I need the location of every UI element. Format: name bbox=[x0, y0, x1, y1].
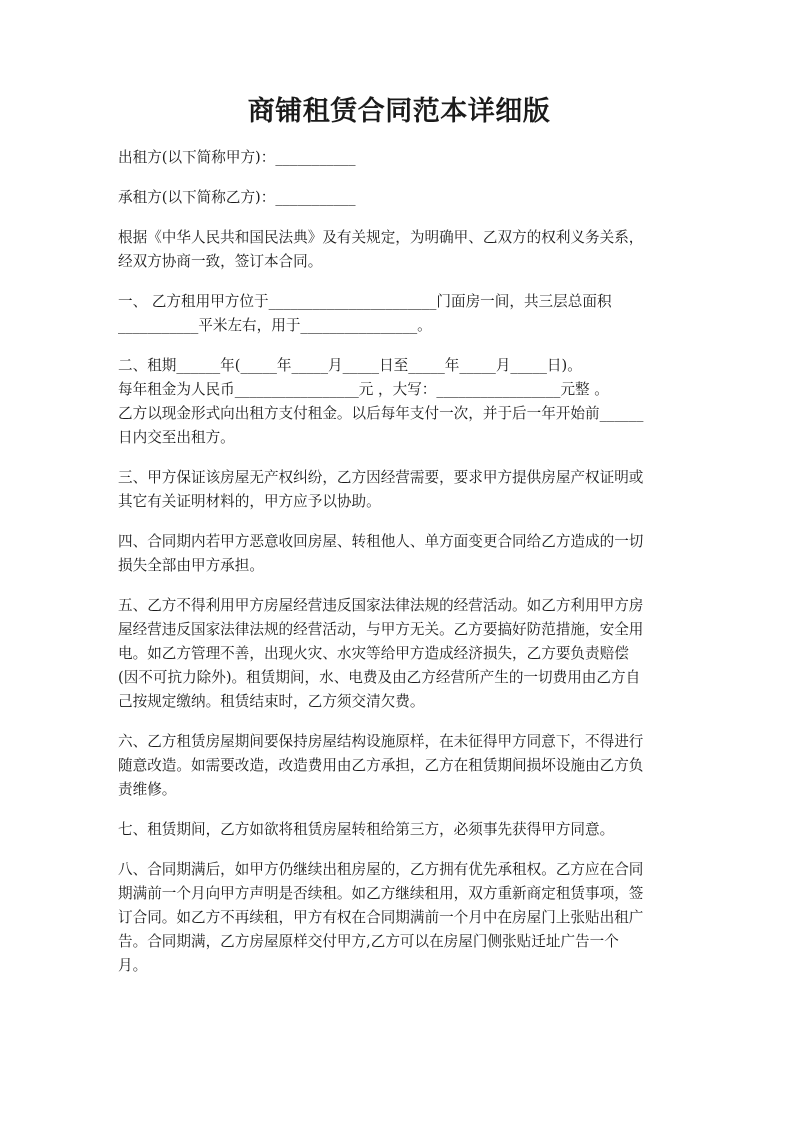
paragraph-lessee bbox=[118, 186, 680, 210]
paragraph-line: 电。如乙方管理不善，出现火灾、水灾等给甲方造成经济损失，乙方要负责赔偿 bbox=[118, 645, 629, 662]
paragraph-clause-6 bbox=[118, 730, 680, 802]
paragraph-line: 乙方以现金形式向出租方支付租金。以后每年支付一次，并于后一年开始前______ bbox=[118, 405, 644, 422]
paragraph-line: 告。合同期满，乙方房屋原样交付甲方,乙方可以在房屋门侧张贴迁址广告一个 bbox=[118, 933, 619, 950]
paragraph-line: 期满前一个月向甲方声明是否续租。如乙方继续租用，双方重新商定租赁事项，签 bbox=[118, 885, 644, 902]
paragraph-line: 一、 乙方租用甲方位于_______________________门面房一间，共三层总面积 bbox=[118, 293, 612, 310]
paragraph-line: 其它有关证明材料的，甲方应予以协助。 bbox=[118, 493, 381, 510]
paragraph-line: 二、租期______年(_____年_____月_____日至_____年_____月_____日)。 bbox=[118, 357, 582, 374]
paragraph-line: 经双方协商一致，签订本合同。 bbox=[118, 253, 323, 270]
paragraph-line: 根据《中华人民共和国民法典》及有关规定，为明确甲、乙双方的权利义务关系， bbox=[118, 229, 644, 246]
paragraph-line: 日内交至出租方。 bbox=[118, 429, 235, 446]
paragraph-line: 己按规定缴纳。租赁结束时，乙方须交清欠费。 bbox=[118, 693, 425, 710]
paragraph-line: 随意改造。如需要改造，改造费用由乙方承担，乙方在租赁期间损坏设施由乙方负 bbox=[118, 757, 644, 774]
paragraph-lessor bbox=[118, 146, 680, 170]
paragraph-clause-3 bbox=[118, 466, 680, 514]
paragraph-line: 月。 bbox=[118, 957, 148, 974]
paragraph-line: 五、乙方不得利用甲方房屋经营违反国家法律法规的经营活动。如乙方利用甲方房 bbox=[118, 597, 644, 614]
document-page bbox=[0, 92, 796, 1122]
paragraph-clause-7 bbox=[118, 818, 680, 842]
paragraph-clause-4 bbox=[118, 530, 680, 578]
paragraph-line: 三、甲方保证该房屋无产权纠纷，乙方因经营需要，要求甲方提供房屋产权证明或 bbox=[118, 469, 644, 486]
paragraph-line: 责维修。 bbox=[118, 781, 177, 798]
paragraph-clause-5 bbox=[118, 594, 680, 714]
paragraph-line: ___________平米左右，用于________________。 bbox=[118, 317, 432, 334]
paragraph-line: 七、租赁期间，乙方如欲将租赁房屋转租给第三方，必须事先获得甲方同意。 bbox=[118, 821, 615, 838]
document-title: 商铺租赁合同范本详细版 bbox=[247, 96, 551, 127]
paragraph-line: 八、合同期满后，如甲方仍继续出租房屋的，乙方拥有优先承租权。乙方应在合同 bbox=[118, 861, 644, 878]
paragraph-clause-2 bbox=[118, 354, 680, 450]
paragraph-clause-8 bbox=[118, 858, 680, 978]
paragraph-line: 承租方(以下简称乙方)：___________ bbox=[118, 189, 356, 206]
paragraph-line: 四、合同期内若甲方恶意收回房屋、转租他人、单方面变更合同给乙方造成的一切 bbox=[118, 533, 644, 550]
paragraph-line: 损失全部由甲方承担。 bbox=[118, 557, 264, 574]
paragraph-clause-1 bbox=[118, 290, 680, 338]
paragraph-line: 每年租金为人民币_________________元 ，大写：_________________元整 。 bbox=[118, 381, 609, 398]
paragraph-line: 订合同。如乙方不再续租，甲方有权在合同期满前一个月中在房屋门上张贴出租广 bbox=[118, 909, 644, 926]
paragraph-line: 出租方(以下简称甲方)：___________ bbox=[118, 149, 356, 166]
paragraph-line: 六、乙方租赁房屋期间要保持房屋结构设施原样，在未征得甲方同意下，不得进行 bbox=[118, 733, 644, 750]
document-body bbox=[118, 146, 680, 978]
paragraph-preamble bbox=[118, 226, 680, 274]
paragraph-line: 屋经营违反国家法律法规的经营活动，与甲方无关。乙方要搞好防范措施，安全用 bbox=[118, 621, 644, 638]
paragraph-line: (因不可抗力除外)。租赁期间，水、电费及由乙方经营所产生的一切费用由乙方自 bbox=[118, 669, 641, 686]
